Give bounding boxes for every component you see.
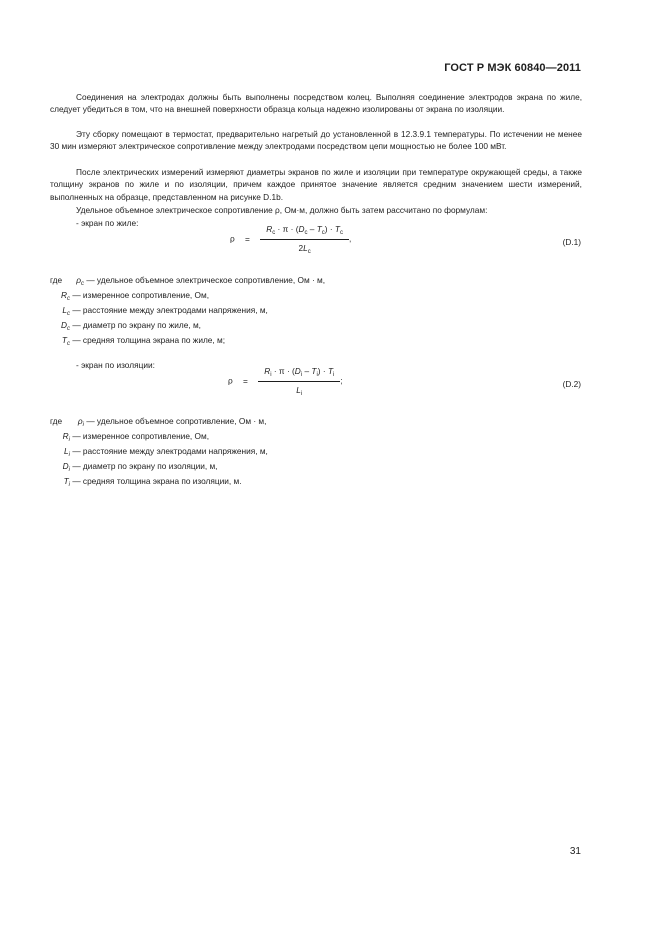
- formula-equals: =: [245, 233, 250, 244]
- definition-row: $D_i$ — диаметр по экрану по изоляции, м,: [62, 461, 218, 473]
- definition-row: где $\rho_c$ — удельное объемное электрическое сопротивление, Ом · м,: [50, 275, 326, 287]
- list-item-core-screen: - экран по жиле:: [76, 218, 139, 228]
- definition-row: $L_i$ — расстояние между электродами напряжения, м,: [64, 446, 268, 458]
- definition-row: где $\rho_i$ — удельное объемное сопротивление, Ом · м,: [50, 416, 267, 428]
- formula-denominator: $L_i$: [296, 385, 303, 397]
- definition-row: $D_c$ — диаметр по экрану по жиле, м,: [61, 320, 201, 332]
- paragraph-4: Удельное объемное электрическое сопротивление ρ, Ом·м, должно быть затем рассчитано по формулам:: [76, 205, 488, 215]
- formula-equals: =: [243, 375, 248, 386]
- formula-numerator: $R_c \cdot \pi \cdot (D_c - T_c) \cdot T_c$: [260, 224, 349, 240]
- paragraph-1: Соединения на электродах должны быть выполнены посредством колец. Выполняя соединение электродов экрана по жиле, следует убедиться в том, что на внешней поверхности образца кольца надежно изолированы от экрана по изоляции.: [50, 92, 582, 115]
- formula-punctuation: ,: [348, 233, 352, 244]
- page-number: 31: [569, 846, 581, 857]
- formula-lhs: ρ: [228, 375, 233, 386]
- definition-row: $T_c$ — средняя толщина экрана по жиле, м;: [61, 335, 226, 347]
- formula-d1: [230, 224, 351, 255]
- formula-d2: [228, 366, 343, 397]
- definition-row: $L_c$ — расстояние между электродами напряжения, м,: [62, 305, 268, 317]
- equation-number-d1: (D.1): [562, 237, 581, 247]
- definition-row: $R_i$ — измеренное сопротивление, Ом,: [62, 431, 210, 443]
- paragraph-2: Эту сборку помещают в термостат, предварительно нагретый до установленной в 12.3.9.1 температуры. По истечении не менее 30 мин измеряют электрическое сопротивление между электродами посредством цепи мощностью не более 100 мВт.: [50, 129, 582, 152]
- formula-punctuation: ;: [340, 375, 343, 386]
- definition-row: $T_i$ — средняя толщина экрана по изоляции, м.: [63, 476, 242, 488]
- formula-lhs: ρ: [230, 233, 235, 244]
- document-header: ГОСТ Р МЭК 60840—2011: [444, 62, 581, 74]
- formula-denominator: $2L_c$: [298, 243, 311, 255]
- formula-fraction: [258, 366, 343, 397]
- paragraph-3: После электрических измерений измеряют диаметры экранов по жиле и изоляции при температуре окружающей среды, а также толщину экранов по жиле и по изоляции, причем каждое принятое значение является средним значением шести измерений, выполненных на образце, представленном на рисунке D.1b.: [50, 167, 582, 202]
- definition-row: $R_c$ — измеренное сопротивление, Ом,: [61, 290, 210, 302]
- formula-numerator: $R_i \cdot \pi \cdot (D_i - T_i) \cdot T_i$: [258, 366, 340, 382]
- equation-number-d2: (D.2): [562, 379, 581, 389]
- list-item-insulation-screen: - экран по изоляции:: [76, 360, 155, 370]
- formula-fraction: [260, 224, 352, 255]
